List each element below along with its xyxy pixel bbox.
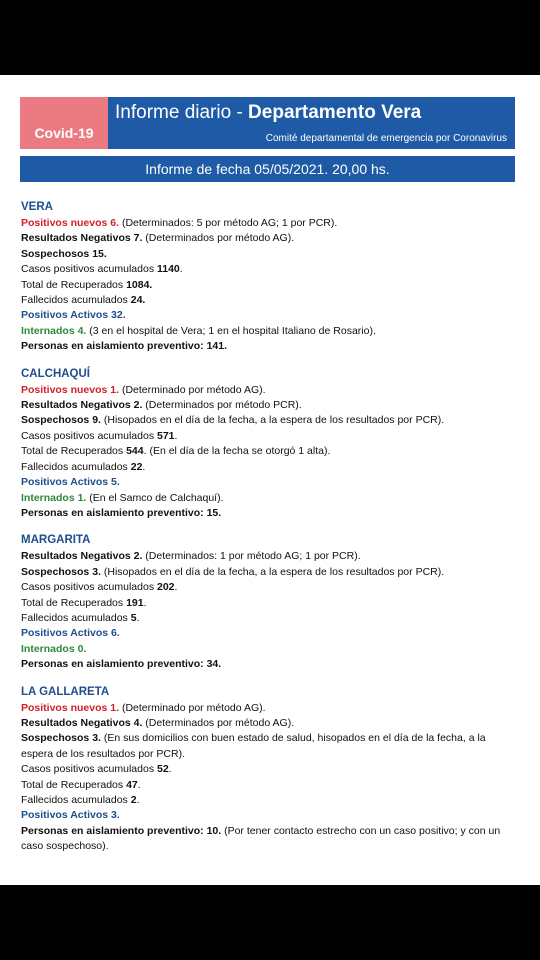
line-text: 544 [126, 445, 144, 458]
section-title: CALCHAQUÍ [21, 367, 90, 380]
report-line [21, 475, 511, 490]
report-line [21, 429, 511, 444]
line-text: 1084. [126, 278, 153, 291]
line-text: Resultados Negativos 2. [21, 550, 143, 563]
report-line [21, 491, 511, 506]
report-line [21, 293, 511, 308]
line-text: (3 en el hospital de Vera; 1 en el hospital Italiano de Rosario). [86, 324, 376, 337]
report-line [21, 731, 511, 762]
line-text: Resultados Negativos 7. [21, 232, 143, 245]
line-text: (En el Samco de Calchaquí). [86, 491, 224, 504]
line-text: Sospechosos 9. [21, 414, 101, 427]
report-title [115, 102, 421, 124]
report-line [21, 398, 511, 413]
line-text: . [137, 778, 141, 791]
line-text: 2 [130, 794, 137, 806]
line-text: . [168, 763, 172, 776]
report-date: Informe de fecha 05/05/2021. 20,00 hs. [20, 156, 515, 182]
report-line [21, 808, 511, 823]
line-text: (Determinados por método AG). [142, 716, 295, 729]
line-text: Resultados Negativos 2. [21, 399, 143, 412]
report-line [21, 506, 511, 521]
line-text: Personas en aislamiento preventivo: 141. [21, 340, 228, 353]
line-text: 571 [156, 429, 175, 442]
line-text: . [136, 611, 140, 624]
section-title: LA GALLARETA [21, 685, 110, 698]
line-text: Positivos Activos 3. [21, 809, 120, 822]
report-line [21, 247, 511, 262]
header-banner [108, 97, 515, 149]
report-page [0, 75, 540, 885]
line-text: Sospechosos 15. [21, 247, 107, 260]
line-text: Sospechosos 3. [21, 565, 101, 578]
report-line [21, 231, 511, 246]
line-text: Fallecidos acumulados [21, 294, 131, 307]
line-text: . [142, 460, 146, 473]
line-text: Fallecidos acumulados [21, 460, 131, 473]
line-text: Fallecidos acumulados [21, 794, 131, 806]
line-text: 52 [156, 763, 169, 776]
line-text: (Por tener contacto estrecho con un caso positivo; y con un caso sospechoso). [21, 824, 501, 853]
report-content [21, 199, 511, 866]
line-text: (Determinados por método PCR). [142, 399, 302, 412]
line-text: Internados 4. [21, 324, 87, 337]
report-line [21, 716, 511, 731]
report-line [21, 824, 511, 855]
line-text: 47 [126, 778, 138, 791]
report-line [21, 762, 511, 777]
line-text: Positivos nuevos 6. [21, 217, 120, 229]
report-line [21, 308, 511, 323]
line-text: Personas en aislamiento preventivo: 15. [21, 506, 222, 519]
line-text: Internados 0. [21, 642, 87, 655]
line-text: (Determinado por método AG). [119, 701, 266, 714]
report-line [21, 413, 511, 428]
section-la-gallareta [21, 684, 511, 855]
line-text: (Hisopados en el día de la fecha, a la espera de los resultados por PCR). [100, 414, 445, 427]
line-text: Internados 1. [21, 491, 87, 504]
line-text: (Determinado por método AG). [119, 383, 266, 396]
report-line [21, 642, 511, 657]
report-line [21, 611, 511, 626]
line-text: Casos positivos acumulados [21, 429, 157, 442]
line-text: Positivos nuevos 1. [21, 701, 120, 714]
line-text: Personas en aislamiento preventivo: 34. [21, 658, 222, 671]
line-text: (En sus domicilios con buen estado de salud, hisopados en el día de la fecha, a la espera de los resultados por PCR). [21, 732, 486, 760]
report-line [21, 262, 511, 277]
report-line [21, 444, 511, 459]
line-text: Casos positivos acumulados [21, 763, 157, 776]
line-text: Total de Recuperados [21, 278, 127, 291]
line-text: Fallecidos acumulados [21, 611, 131, 624]
line-text: . [143, 596, 147, 609]
report-line [21, 339, 511, 354]
report-header [20, 97, 515, 149]
report-line [21, 216, 511, 231]
report-line [21, 383, 511, 398]
report-line [21, 278, 511, 293]
line-text: . [174, 581, 178, 594]
report-line [21, 701, 511, 716]
committee-subtitle: Comité departamental de emergencia por Coronavirus [265, 133, 507, 144]
section-title: MARGARITA [21, 534, 91, 547]
line-text: . [174, 429, 178, 442]
report-line [21, 324, 511, 339]
report-line [21, 778, 511, 793]
line-text: Sospechosos 3. [21, 732, 101, 745]
line-text: (Determinados por método AG). [142, 232, 295, 245]
line-text: Personas en aislamiento preventivo: 10. [21, 824, 222, 837]
title-department: Departamento Vera [248, 102, 422, 123]
line-text: Casos positivos acumulados [21, 263, 157, 276]
report-line [21, 580, 511, 595]
report-line [21, 565, 511, 580]
section-calchaqu- [21, 366, 511, 522]
report-line [21, 460, 511, 475]
line-text: 22 [130, 460, 143, 473]
report-line [21, 793, 511, 808]
line-text: (Determinados: 1 por método AG; 1 por PCR). [142, 550, 361, 563]
line-text: Positivos Activos 5. [21, 476, 120, 489]
title-prefix: Informe diario - [115, 102, 249, 123]
line-text: Positivos nuevos 1. [21, 383, 120, 396]
report-line [21, 626, 511, 641]
line-text: . [179, 263, 183, 276]
section-vera [21, 199, 511, 355]
line-text: Casos positivos acumulados [21, 581, 157, 594]
line-text: 24. [130, 294, 146, 307]
line-text: Total de Recuperados [21, 778, 127, 791]
line-text: . (En el día de la fecha se otorgó 1 alta). [143, 445, 331, 458]
line-text: Positivos Activos 32. [21, 309, 126, 322]
line-text: . [136, 794, 140, 806]
line-text: 202 [156, 581, 175, 594]
line-text: Total de Recuperados [21, 445, 127, 458]
report-line [21, 657, 511, 672]
line-text: 5 [130, 611, 137, 624]
line-text: Resultados Negativos 4. [21, 716, 143, 729]
covid-badge: Covid-19 [20, 97, 108, 149]
line-text: (Determinados: 5 por método AG; 1 por PCR). [119, 217, 338, 229]
line-text: Total de Recuperados [21, 596, 127, 609]
section-title: VERA [21, 201, 53, 213]
line-text: Positivos Activos 6. [21, 627, 120, 640]
section-margarita [21, 532, 511, 672]
line-text: (Hisopados en el día de la fecha, a la espera de los resultados por PCR). [100, 565, 445, 578]
report-line [21, 549, 511, 564]
line-text: 1140 [156, 263, 180, 276]
line-text: 191 [126, 596, 144, 609]
report-line [21, 596, 511, 611]
